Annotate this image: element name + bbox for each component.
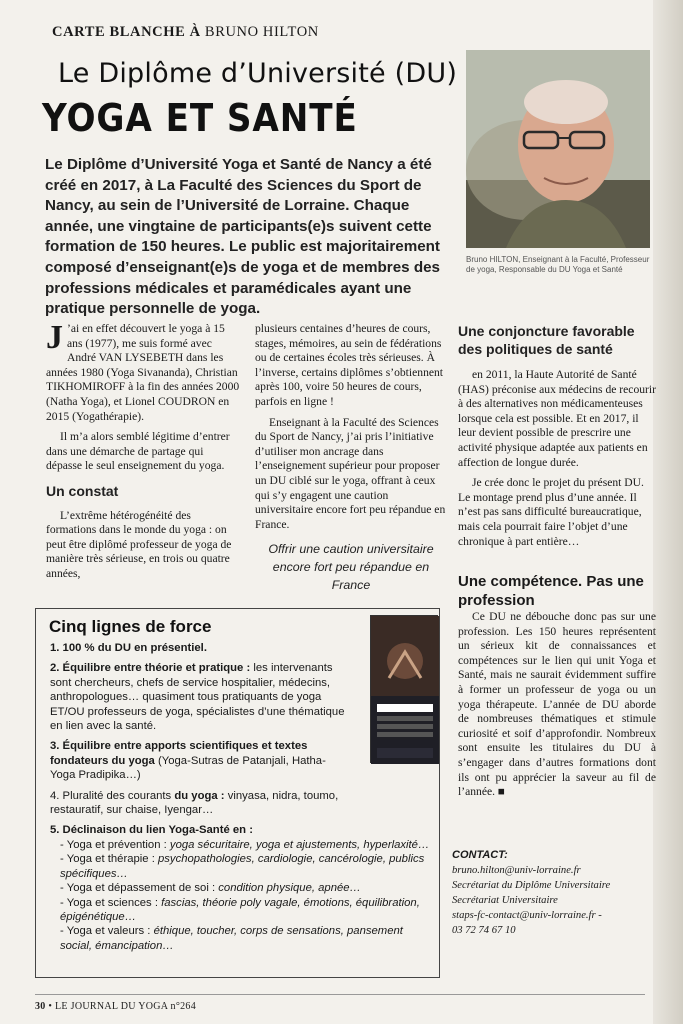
text-column-3 [458, 322, 658, 555]
box-title: Cinq lignes de force [49, 617, 212, 636]
sublist-item [50, 924, 435, 953]
list-item-text: vinyasa, nidra, toumo, restauratif, sur chaise, Iyengar… [50, 789, 339, 817]
sublist-label: - Yoga et sciences : [60, 896, 162, 909]
subheading-constat: Un constat [46, 482, 119, 499]
contact-email[interactable]: bruno.hilton@univ-lorraine.fr [452, 865, 581, 876]
list-item-heading: 2. Équilibre entre théorie et pratique : [50, 662, 251, 675]
contact-line: Secrétariat du Diplôme Universitaire [452, 880, 611, 891]
contact-line: Secrétariat Universitaire [452, 895, 558, 906]
author-photo [466, 50, 650, 248]
page-number: 30 [35, 1001, 46, 1012]
journal-name: • LE JOURNAL DU YOGA n°264 [48, 1001, 197, 1012]
list-item-text: (Yoga-Sutras de Patanjali, Hatha-Yoga Pradipika…) [50, 754, 326, 782]
subheading-conjoncture: Une conjoncture favorable des politiques de santé [458, 323, 635, 357]
drop-cap: J [46, 319, 63, 356]
box-list [50, 641, 435, 959]
sublist-text: yoga sécuritaire, yoga et ajustements, hyperlaxité… [169, 838, 430, 851]
list-item-text: les intervenants sont chercheurs, chefs de service hospitalier, médecins, anthropologues… quasiment tous pratiquants de yoga ET/OU professeurs de yoga, spécialistes d’une thématique en lien avec la santé. [50, 662, 345, 733]
kicker-author: BRUNO HILTON [204, 24, 319, 40]
list-item-heading: du yoga : [174, 789, 225, 802]
list-item [50, 739, 350, 782]
sublist-item [50, 881, 435, 895]
article-title-line2: YOGA ET SANTÉ [42, 96, 358, 140]
list-item [50, 823, 435, 953]
footer-divider [35, 994, 645, 995]
paragraph [46, 319, 241, 424]
paragraph: Je crée donc le projet du présent DU. Le montage prend plus d’une année. Il n’est pas sans difficulté bureaucratique, mais cela pourrait faire l’objet d’une chronique à part entière… [458, 476, 644, 548]
sublist-text: condition physique, apnée… [218, 882, 361, 895]
sublist-item [50, 838, 435, 852]
sublist-text: éthique, toucher, corps de sensations, pansement social, émancipation… [60, 925, 403, 952]
subheading-competence: Une compétence. Pas une profession [458, 573, 644, 609]
contact-label: CONTACT: [452, 849, 508, 861]
paragraph: Enseignant à la Faculté des Sciences du Sport de Nancy, j’ai pris l’initiative d’utiliser mon ancrage dans l’enseignement supérieur pour proposer un DU ciblé sur le yoga, offrant à ceux qui s’y engagent une caution universitaire encore fort peu répandue en France. [255, 415, 446, 531]
text-column-1 [46, 319, 241, 588]
article-title-line1: Le Diplôme d’Université (DU) [58, 58, 458, 89]
sublist-item [50, 852, 435, 881]
paragraph: L’extrême hétérogénéité des formations dans le monde du yoga : on peut être diplômé professeur de yoga de manière très sérieuse, en trois ou quatre années, [46, 508, 232, 580]
list-item-heading: 5. Déclinaison du lien Yoga-Santé en : [50, 824, 253, 837]
sublist-label: - Yoga et valeurs : [60, 925, 154, 938]
list-item [50, 661, 350, 733]
paragraph: Il m’a alors semblé légitime d’entrer dans une démarche de partage qui dépasse le seul enseignement du yoga. [46, 430, 230, 473]
list-item-heading: 1. 100 % du DU en présentiel. [50, 642, 207, 654]
sublist-text: fascias, théorie poly vagale, émotions, équilibration, épigénétique… [60, 896, 420, 923]
list-item-heading: 3. Équilibre entre apports scientifiques et textes fondateurs du yoga [50, 740, 308, 767]
section-kicker [52, 24, 319, 41]
sublist-label: - Yoga et dépassement de soi : [60, 882, 219, 895]
pull-quote: Offrir une caution universitaire encore fort peu répandue en France [268, 542, 434, 592]
photo-caption: Bruno HILTON, Enseignant à la Faculté, Professeur de yoga, Responsable du DU Yoga et Santé [466, 255, 650, 274]
author-portrait-image [466, 50, 650, 248]
contact-phone: 03 72 74 67 10 [452, 925, 516, 936]
list-item [50, 641, 350, 655]
sublist-text: psychopathologies, cardiologie, cancérologie, publics spécifiques… [60, 853, 425, 880]
article-lead: Le Diplôme d’Université Yoga et Santé de Nancy a été créé en 2017, à La Faculté des Sciences du Sport de Nancy, au sein de l’Université de Lorraine. Chaque année, une vingtaine de participants(e)s suivent cette formation de 150 heures. Le public est majoritairement composé d’enseignant(e)s de yoga et de membres des professions médicales et paramédicales ayant une pratique personnelle de yoga. [45, 156, 440, 318]
list-item [50, 789, 350, 818]
text-column-3b [458, 610, 656, 806]
kicker-label: CARTE BLANCHE À [52, 24, 201, 40]
paragraph: Ce DU ne débouche donc pas sur une profession. Les 150 heures représentent un sérieux kit de connaissances et compétences sur le lien qui unit Yoga et Santé, mais ne saurait évidemment suffire à former un professeur de yoga ou un yoga thérapeute. L’année de DU aborde de nombreuses thématiques et stimule curiosité et soif d’approfondir. Nombreux sont ensuite les titulaires du DU à s’engager dans d’autres formations dont ils ont pu apprécier la saveur au fil de l’année. ■ [458, 610, 656, 799]
list-item-text: 4. Pluralité des courants [50, 789, 175, 802]
paragraph: en 2011, la Haute Autorité de Santé (HAS) préconise aux médecins de recourir à des alternatives non médicamenteuses lorsque cela est possible. Et en 2017, il leur devient possible de prescrire une activité physique adaptée aux patients en affection de longue durée. [458, 368, 656, 469]
sublist-label: - Yoga et thérapie : [60, 853, 158, 866]
sublist-label: - Yoga et prévention : [60, 838, 170, 851]
paragraph: plusieurs centaines d’heures de cours, stages, mémoires, au sein de fédérations ou de certaines écoles très sérieuses. À l’inverse, certains diplômes s’obtiennent après 100, voire 50 heures de cours, parfois en ligne ! [255, 322, 444, 408]
contact-block [452, 848, 652, 938]
sublist-item [50, 896, 435, 925]
page-footer [35, 1001, 196, 1012]
contact-email[interactable]: staps-fc-contact@univ-lorraine.fr - [452, 910, 602, 921]
paragraph-text: ’ai en effet découvert le yoga à 15 ans (1977), me suis formé avec André VAN LYSEBETH dans les années 1980 (Yoga Sivananda), Christian TIKHOMIROFF à la fin des années 2000 (Natha Yoga), et Lionel COUDRON en 2015 (Yogathérapie). [46, 322, 240, 423]
text-column-2 [255, 322, 447, 538]
